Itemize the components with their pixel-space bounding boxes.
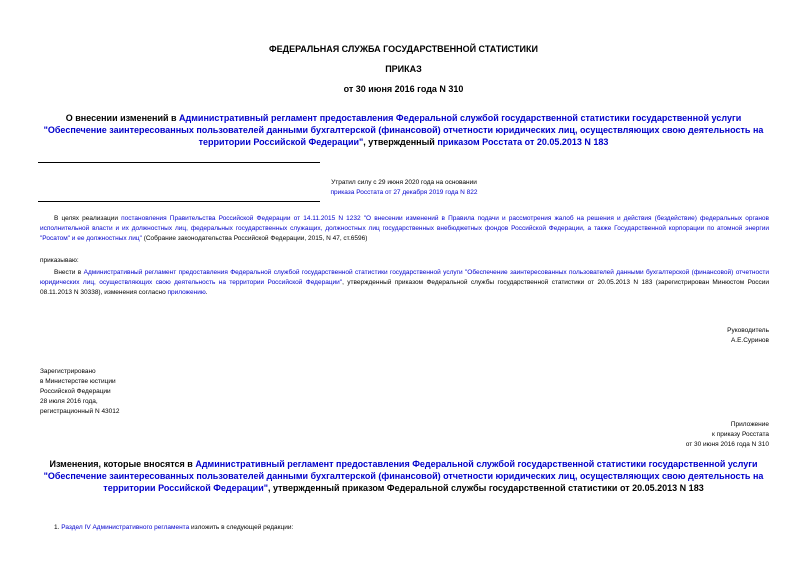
title-regulation-link[interactable]: Административный регламент предоставления Федеральной службой государственной статистики государственной услуги "Обеспечение заинтересованных пользователей данными бухгалтерской (финансовой) отчетности юридических лиц, осуществляющих свою деятельность на территории Российской Федерации" — [43, 113, 764, 147]
appendix-title-link[interactable]: Административный регламент предоставления Федеральной службой государственной статистики государственной услуги "Обеспечение заинтересованных пользователей данными бухгалтерской (финансовой) отчетности юридических лиц, осуществляющих свою деятельность на территории Российской Федерации" — [43, 459, 764, 493]
signature-block — [540, 326, 769, 346]
signature-role: Руководитель — [727, 327, 769, 334]
preamble-paragraph — [40, 214, 769, 244]
preamble-suffix: (Собрание законодательства Российской Федерации, 2015, N 47, ст.6596) — [141, 235, 368, 242]
document-title — [40, 112, 767, 148]
appendix-line: от 30 июня 2016 года N 310 — [685, 441, 769, 448]
registration-line: Зарегистрировано — [40, 368, 96, 375]
preamble-prefix: В целях реализации — [54, 215, 122, 222]
registration-line: в Министерстве юстиции — [40, 378, 116, 385]
title-mid: , утвержденный — [363, 137, 438, 147]
appendix-title-suffix: , утвержденный приказом Федеральной службы государственной статистики от 20.05.2013 N 183 — [268, 483, 704, 493]
registration-line: регистрационный N 43012 — [40, 408, 120, 415]
directive-appendix-link[interactable]: приложению — [167, 289, 206, 296]
signature-name: А.Е.Суринов — [730, 337, 769, 344]
point-1 — [54, 523, 293, 533]
appendix-title-prefix: Изменения, которые вносятся в — [49, 459, 196, 469]
directive-regulation-link[interactable]: Административный регламент предоставления Федеральной службой государственной статистики государственной услуги "Обеспечение заинтересованных пользователей данными бухгалтерской (финансовой) отчетности юридических лиц, осуществляющих свою деятельность на территории Российской Федерации" — [40, 269, 769, 286]
directive-prefix: Внести в — [54, 269, 84, 276]
title-prefix: О внесении изменений в — [65, 113, 180, 123]
point-number: 1. — [54, 524, 62, 531]
title-order-link[interactable]: приказом Росстата от 20.05.2013 N 183 — [437, 137, 609, 147]
appendix-header — [540, 420, 769, 450]
divider-top — [38, 162, 320, 163]
point-section-link[interactable]: Раздел IV Административного регламента — [61, 524, 190, 531]
agency-heading: ФЕДЕРАЛЬНАЯ СЛУЖБА ГОСУДАРСТВЕННОЙ СТАТИСТИКИ — [269, 44, 538, 54]
preamble-decree-link[interactable]: постановления Правительства Российской Федерации от 14.11.2015 N 1232 "О внесении изменений в Правила подачи и рассмотрения жалоб на решения и действия (бездействие) федеральных органов исполнительной власти и их должностных лиц, федеральных государственных служащих, должностных лиц государственных внебюджетных фондов Российской Федерации, а также Государственной корпорации по атомной энергии "Росатом" и ее должностных лиц" — [40, 215, 769, 242]
registration-block — [40, 367, 290, 417]
divider-bottom — [38, 201, 320, 202]
lost-force-note — [200, 178, 608, 198]
lost-force-text: Утратил силу с 29 июня 2020 года на основании — [331, 179, 477, 186]
order-heading: ПРИКАЗ — [385, 64, 422, 74]
directive-end: . — [205, 289, 208, 296]
appendix-line: Приложение — [730, 421, 769, 428]
registration-line: 28 июля 2016 года, — [40, 398, 98, 405]
appendix-title — [40, 458, 767, 494]
appendix-line: к приказу Росстата — [712, 431, 769, 438]
lost-force-link[interactable]: приказа Росстата от 27 декабря 2019 года N 822 — [330, 189, 478, 196]
registration-line: Российской Федерации — [40, 388, 111, 395]
order-date: от 30 июня 2016 года N 310 — [343, 84, 464, 94]
order-word: приказываю: — [40, 257, 79, 264]
directive-paragraph — [40, 268, 769, 298]
directive-mid: , утвержденный приказом Федеральной службы государственной статистики от 20.05.2013 N 183 (зарегистрирован Минюстом России 08.11.2013 N 30338), изменения согласно — [40, 279, 769, 296]
point-suffix: изложить в следующей редакции: — [189, 524, 294, 531]
